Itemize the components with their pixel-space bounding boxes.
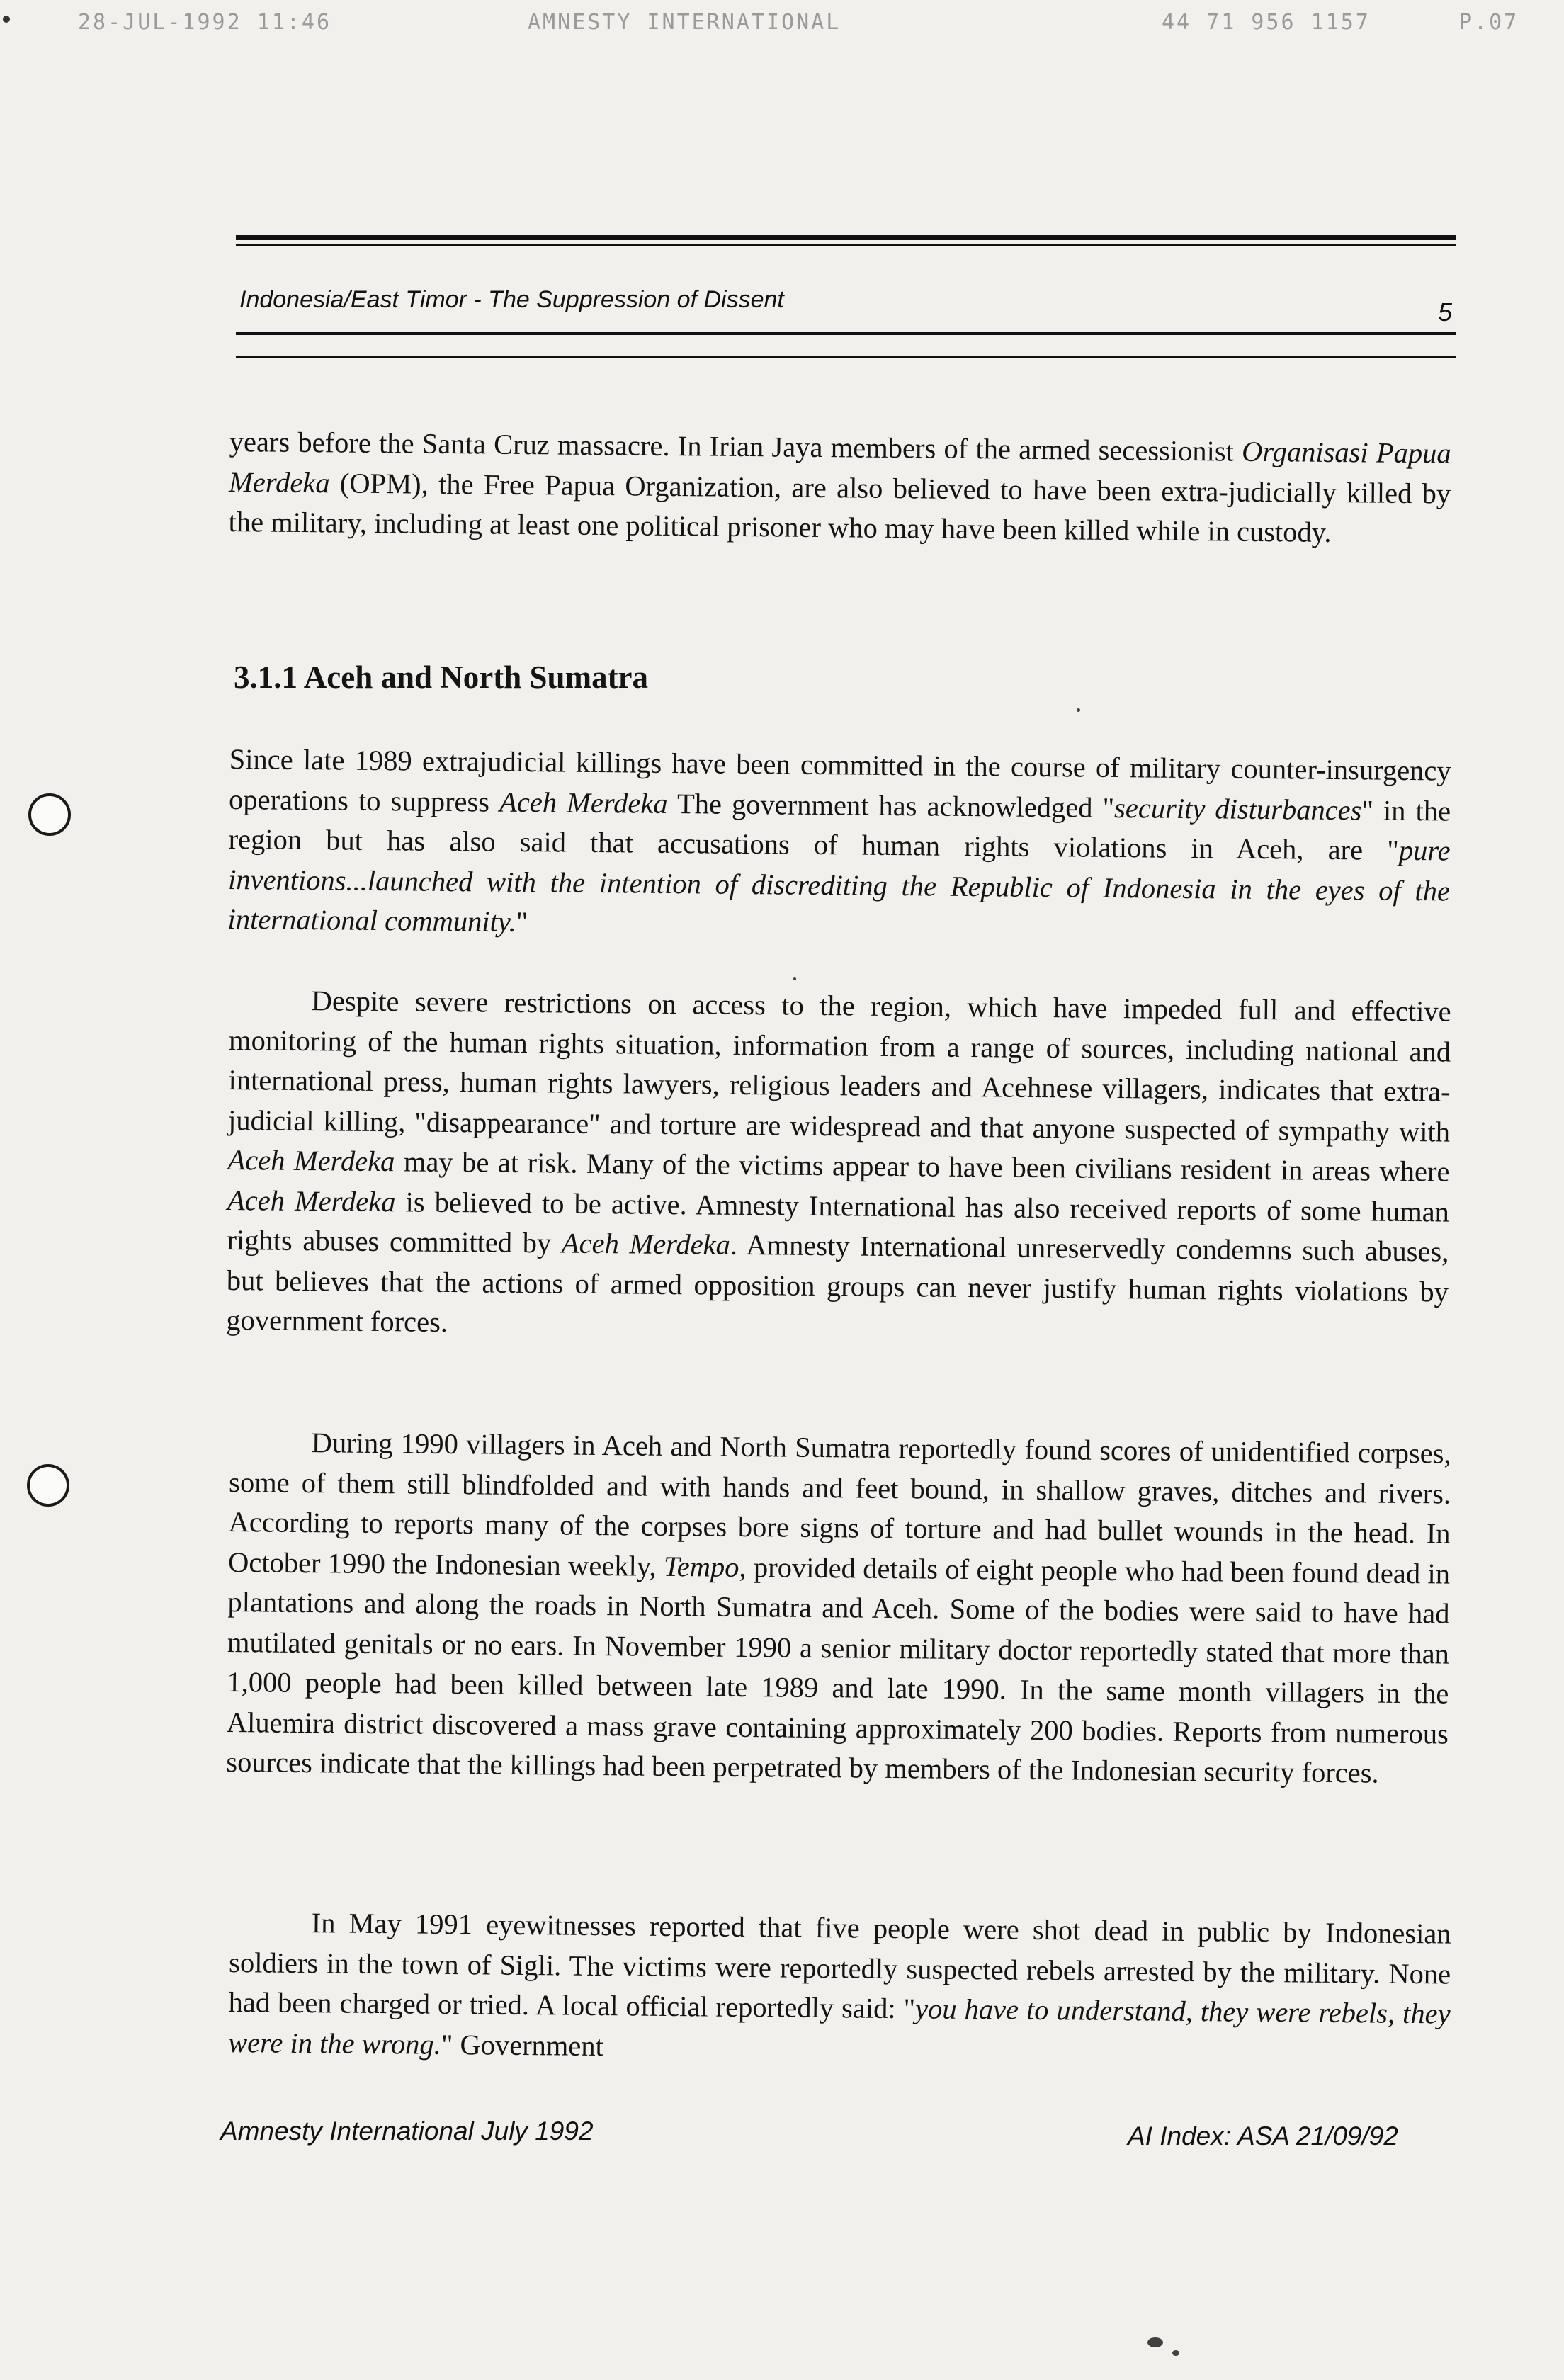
running-header-title: Indonesia/East Timor - The Suppression of Dissent [239, 286, 784, 313]
text-run: . Amnesty International unreservedly condemns such abuses, but believes that the actions of armed opposition groups can never justify human rights violations by government forces. [226, 1228, 1449, 1338]
fax-sender: AMNESTY INTERNATIONAL [528, 10, 842, 35]
text-run-italic: you have to understand, they were rebels, they were in the wrong. [227, 1993, 1451, 2061]
footer-left: Amnesty International July 1992 [220, 2116, 594, 2146]
punch-hole [28, 793, 71, 836]
fax-transmission-header [0, 10, 1564, 45]
text-run-italic: Tempo [663, 1550, 740, 1583]
page-number: 5 [1438, 298, 1453, 327]
body-paragraph-continued [228, 422, 1451, 554]
header-rule-lower-2 [236, 356, 1456, 358]
scan-speck [793, 978, 796, 980]
text-run: The government has acknowledged " [667, 787, 1115, 824]
text-run-italic: Aceh Merdeka [561, 1227, 731, 1261]
header-rule-lower-1 [236, 332, 1456, 335]
text-run-italic: Organisasi Papua Merdeka [228, 435, 1451, 499]
text-run-italic: security disturbances [1114, 791, 1362, 826]
text-run: is believed to be active. Amnesty International has also received reports of some human rights abuses committed by [227, 1185, 1450, 1259]
scan-speck [1148, 2338, 1163, 2347]
text-run: years before the Santa Cruz massacre. In Irian Jaya members of the armed secessionist [229, 425, 1242, 468]
text-run: " [516, 905, 528, 939]
fax-date-time: 28-JUL-1992 11:46 [78, 10, 332, 35]
header-rule-thick [236, 235, 1456, 240]
footer-right: AI Index: ASA 21/09/92 [1128, 2121, 1398, 2150]
body-paragraph-1 [227, 740, 1451, 951]
body-paragraph-3 [226, 1422, 1451, 1794]
text-run: Despite severe restrictions on access to the region, which have impeded full and effective monitoring of the human rights situation, information from a range of sources, including national and international press, human rights lawyers, religious leaders and Acehnese villagers, indicates that extra-judicial killing, "disappearance" and torture are widespread and that anyone suspected of sympathy with [227, 985, 1451, 1148]
fax-page-code: P.07 [1459, 10, 1519, 35]
body-paragraph-4 [228, 1903, 1451, 2075]
text-run-italic: Aceh Merdeka [227, 1143, 395, 1178]
scan-speck [1172, 2350, 1179, 2356]
text-run: Since late 1989 extrajudicial killings have been committed in the course of military counter-insurgency operations to suppress [228, 742, 1451, 818]
punch-hole [27, 1464, 69, 1507]
text-run: During 1990 villagers in Aceh and North Sumatra reportedly found scores of unidentified corpses, some of them still blindfolded and with hands and feet bound, in shallow graves, ditches and rivers. According to reports many of the corpses bore signs of torture and had bullet wounds in the head. In October 1990 the Indonesian weekly, [227, 1427, 1451, 1582]
text-run: In May 1991 eyewitnesses reported that five people were shot dead in public by Indonesian soldiers in the town of Sigli. The victims were reportedly suspected rebels arrested by the military. None had been charged or tried. A local official reportedly said: " [228, 1907, 1451, 2025]
text-run: (OPM), the Free Papua Organization, are also believed to have been extra-judicially killed by the military, including at least one political prisoner who may have been killed while in custody. [228, 466, 1451, 548]
text-run: " Government [441, 2028, 604, 2062]
text-run: " in the region but has also said that accusations of human rights violations in Aceh, are " [228, 793, 1451, 866]
section-heading: 3.1.1 Aceh and North Sumatra [234, 659, 649, 695]
fax-number: 44 71 956 1157 [1162, 10, 1371, 35]
scan-speck [1077, 708, 1080, 712]
header-rule-thin [236, 244, 1456, 246]
body-paragraph-2 [226, 980, 1451, 1352]
text-run-italic: Aceh Merdeka [499, 786, 668, 820]
text-run: may be at risk. Many of the victims appear to have been civilians resident in areas where [395, 1145, 1450, 1188]
text-run-italic: pure inventions...launched with the intention of discrediting the Republic of Indonesia in the eyes of the international community. [227, 834, 1451, 938]
text-run-italic: Aceh Merdeka [227, 1184, 396, 1218]
text-run: , provided details of eight people who had been found dead in plantations and along the roads in North Sumatra and Aceh. Some of the bodies were said to have had mutilated genitals or no ears. In November 1990 a senior military doctor reportedly stated that more than 1,000 people had been killed between late 1989 and late 1990. In the same month villagers in the Aluemira district discovered a mass grave containing approximately 200 bodies. Reports from numerous sources indicate that the killings had been perpetrated by members of the Indonesian security forces. [226, 1551, 1451, 1789]
